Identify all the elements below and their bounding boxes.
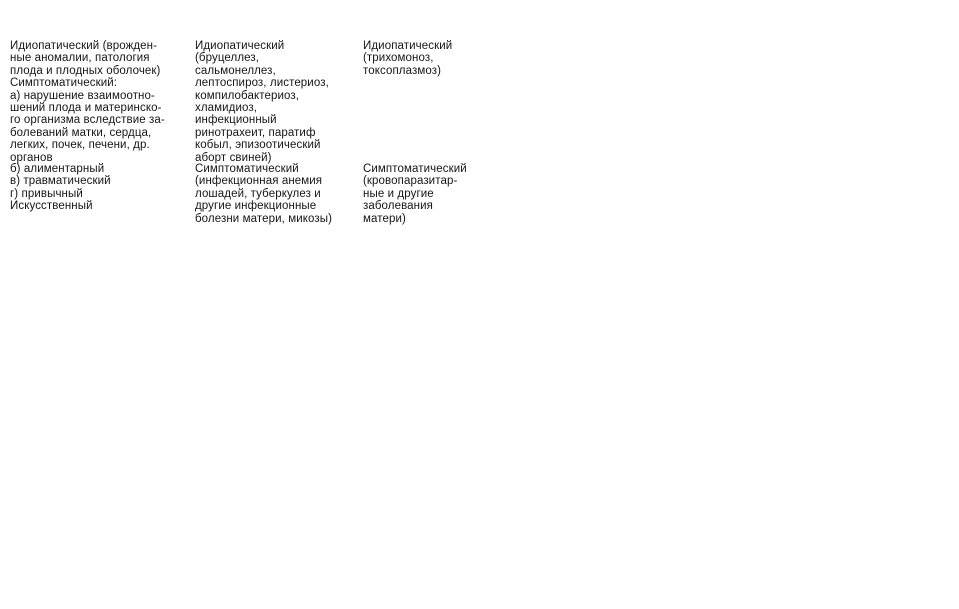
text-line: (трихомоноз, — [363, 52, 434, 65]
text-line: инфекционный — [195, 114, 277, 127]
text-line: б) алиментарный — [10, 163, 105, 175]
text-line: лептоспироз, листериоз, — [195, 77, 329, 90]
text-line: болезни матери, микозы) — [195, 212, 333, 225]
text-line: токсоплазмоз) — [363, 64, 442, 77]
text-line: шений плода и материнско- — [10, 102, 162, 115]
text-line: лошадей, туберкулез и — [195, 187, 321, 200]
text-line: матери) — [363, 212, 406, 225]
text-line: плода и плодных оболочек) — [10, 64, 161, 77]
text-line: легких, почек, печени, др. — [10, 139, 150, 152]
text-line: Идиопатический — [195, 40, 285, 52]
text-line: болеваний матки, сердца, — [10, 126, 152, 139]
col1-block1 — [10, 40, 165, 164]
text-line: Симптоматический — [195, 163, 299, 175]
text-line: (бруцеллез, — [195, 52, 260, 65]
text-line: Симптоматический — [363, 163, 467, 175]
text-line: аборт свиней) — [195, 151, 272, 164]
col2-block2 — [195, 163, 332, 225]
col3-block2 — [363, 163, 467, 225]
text-line: а) нарушение взаимоотно- — [10, 89, 155, 102]
text-line: Искусственный — [10, 200, 93, 213]
text-line: (инфекционная анемия — [195, 175, 323, 188]
col3-block1 — [363, 40, 452, 77]
text-line: хламидиоз, — [195, 102, 258, 115]
text-line: органов — [10, 151, 53, 164]
text-line: сальмонеллез, — [195, 64, 276, 77]
text-line: Идиопатический (врожден- — [10, 40, 158, 52]
text-line: в) травматический — [10, 175, 111, 188]
text-line: заболевания — [363, 200, 433, 213]
text-line: ные аномалии, патология — [10, 52, 150, 65]
text-line: ные и другие — [363, 187, 434, 200]
text-line: кобыл, эпизоотический — [195, 139, 321, 152]
text-line: ринотрахеит, паратиф — [195, 126, 316, 139]
text-line: (кровопаразитар- — [363, 175, 458, 188]
text-line: го организма вследствие за- — [10, 114, 165, 127]
col1-block2 — [10, 163, 111, 213]
text-line: Идиопатический — [363, 40, 453, 52]
text-line: Симптоматический: — [10, 77, 118, 90]
text-line: г) привычный — [10, 187, 83, 200]
text-line: другие инфекционные — [195, 200, 317, 213]
text-line: компилобактериоз, — [195, 89, 300, 102]
col2-block1 — [195, 40, 329, 164]
